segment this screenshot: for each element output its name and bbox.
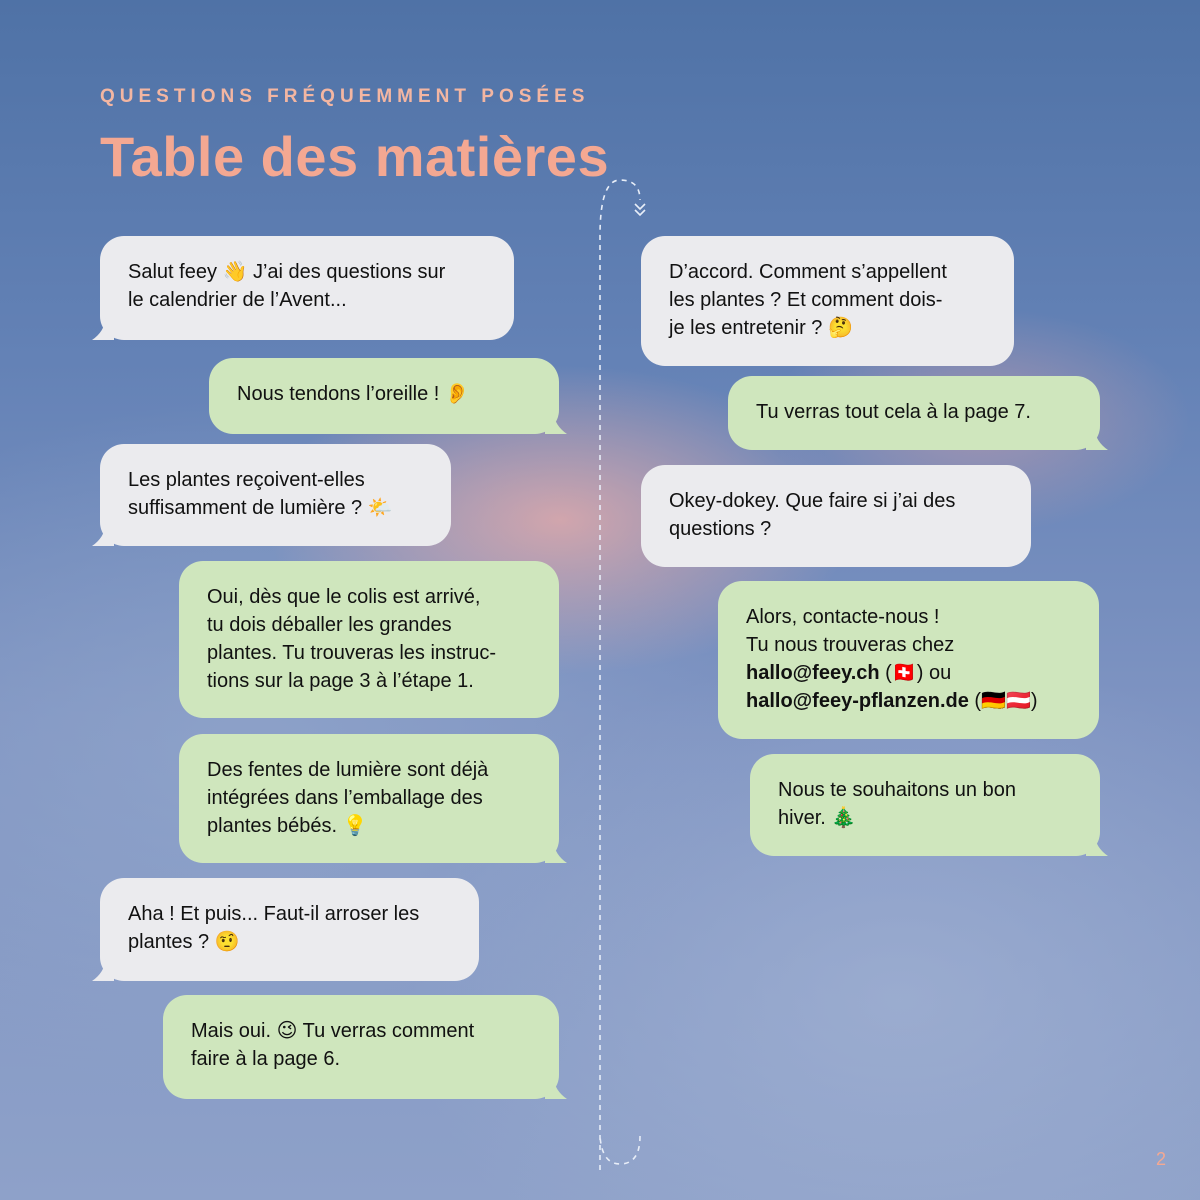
message-line: les plantes ? Et comment dois-	[669, 289, 943, 311]
chevron-down-icon	[635, 204, 645, 215]
email-link-ch[interactable]: hallo@feey.ch	[746, 662, 880, 684]
chat-bubble-incoming	[100, 444, 451, 546]
contact-suffix: (🇩🇪🇦🇹)	[968, 690, 1038, 712]
message-line: Alors, contacte-nous !	[746, 606, 940, 628]
message-line: hiver. 🎄	[778, 807, 857, 829]
message-line: tu dois déballer les grandes	[207, 614, 452, 636]
message-line: faire à la page 6.	[191, 1048, 340, 1070]
chat-bubble-outgoing	[163, 995, 559, 1099]
page-title: Table des matières	[100, 125, 610, 188]
chat-bubble-incoming	[100, 236, 514, 340]
message-line: D’accord. Comment s’appellent	[669, 261, 947, 283]
message-line: Oui, dès que le colis est arrivé,	[207, 586, 481, 608]
section-eyebrow: QUESTIONS FRÉQUEMMENT POSÉES	[100, 86, 590, 107]
message-line: le calendrier de l’Avent...	[128, 289, 347, 311]
message-line: je les entretenir ? 🤔	[669, 317, 853, 339]
message-line: intégrées dans l’emballage des	[207, 787, 483, 809]
message-line: questions ?	[669, 518, 772, 540]
contact-suffix: (🇨🇭) ou	[879, 662, 952, 684]
message-line: Mais oui. 😉 Tu verras comment	[191, 1020, 475, 1042]
message-line: Salut feey 👋 J’ai des questions sur	[128, 261, 446, 283]
chat-bubble-outgoing	[179, 734, 559, 863]
page-number: 2	[1155, 1149, 1166, 1169]
contact-line	[746, 659, 1071, 687]
chat-bubble-outgoing	[728, 376, 1100, 450]
message-line: Les plantes reçoivent-elles	[128, 469, 365, 491]
message-line: Aha ! Et puis... Faut-il arroser les	[128, 903, 420, 925]
message-line: plantes. Tu trouveras les instruc-	[207, 642, 497, 664]
message-line: Tu verras tout cela à la page 7.	[756, 401, 1031, 423]
chat-bubble-incoming	[641, 465, 1031, 567]
chat-bubble-outgoing	[209, 358, 559, 434]
chat-bubble-outgoing	[179, 561, 559, 718]
message-line: Tu nous trouveras chez	[746, 634, 955, 656]
chat-bubble-outgoing	[718, 581, 1099, 739]
email-link-de[interactable]: hallo@feey-pflanzen.de	[746, 690, 969, 712]
chat-bubble-incoming	[641, 236, 1014, 366]
message-line: Des fentes de lumière sont déjà	[207, 759, 489, 781]
message-line: plantes ? 🤨	[128, 931, 240, 953]
message-line: Nous te souhaitons un bon	[778, 779, 1016, 801]
chat-bubble-outgoing	[750, 754, 1100, 856]
message-line: suffisamment de lumière ? 🌤️	[128, 497, 393, 519]
contact-line	[746, 687, 1071, 715]
chat-bubble-incoming	[100, 878, 479, 981]
message-line: tions sur la page 3 à l’étape 1.	[207, 670, 474, 692]
message-line: Okey-dokey. Que faire si j’ai des	[669, 490, 956, 512]
message-line: Nous tendons l’oreille ! 👂	[237, 383, 470, 405]
message-line: plantes bébés. 💡	[207, 815, 368, 837]
